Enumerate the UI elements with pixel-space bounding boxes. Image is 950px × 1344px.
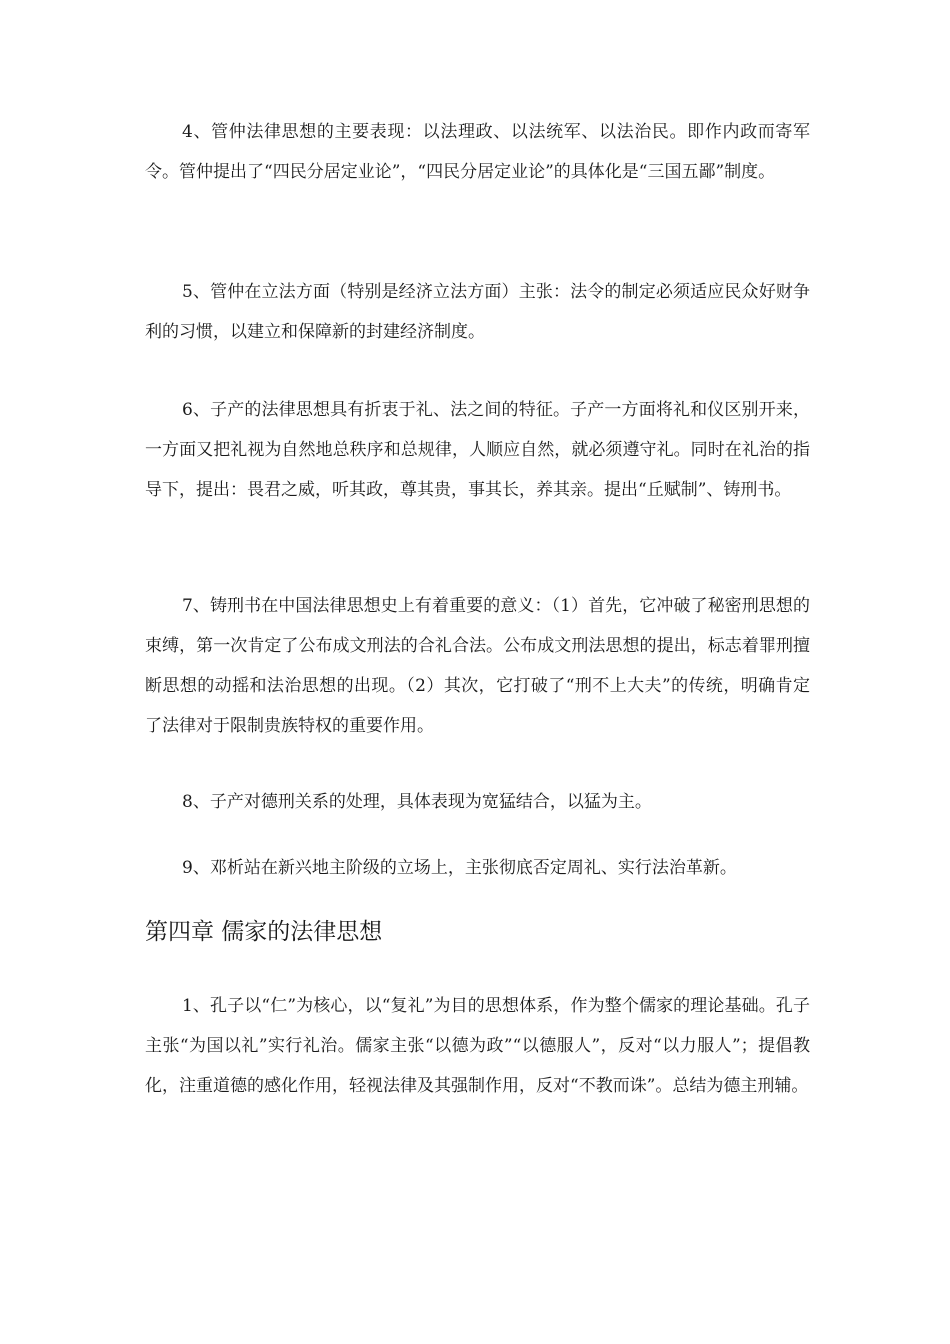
paragraph-6-zi-chan-thought: 6、子产的法律思想具有折衷于礼、法之间的特征。子产一方面将礼和仪区别开来，一方面又把礼视为自然地总秩序和总规律，人顺应自然，就必须遵守礼。同时在礼治的指导下，提出：畏君之威，听其政，尊其贵，事其长，养其亲。提出“丘赋制”、铸刑书。: [145, 400, 810, 500]
paragraph-4-guan-zhong-law: 4、管仲法律思想的主要表现：以法理政、以法统军、以法治民。即作内政而寄军令。管仲提出了“四民分居定业论”，“四民分居定业论”的具体化是“三国五鄙”制度。: [145, 122, 810, 182]
paragraph-5-guan-zhong-legislation: 5、管仲在立法方面（特别是经济立法方面）主张：法令的制定必须适应民众好财争利的习惯，以建立和保障新的封建经济制度。: [145, 282, 810, 342]
paragraph-9-deng-xi: 9、邓析站在新兴地主阶级的立场上，主张彻底否定周礼、实行法治革新。: [182, 858, 737, 878]
paragraph-7-zhu-xing-shu: 7、铸刑书在中国法律思想史上有着重要的意义：（1）首先，它冲破了秘密刑思想的束缚，第一次肯定了公布成文刑法的合礼合法。公布成文刑法思想的提出，标志着罪刑擅断思想的动摇和法治思想的出现。（2）其次，它打破了“刑不上大夫”的传统，明确肯定了法律对于限制贵族特权的重要作用。: [145, 596, 810, 736]
chapter-heading: 第四章 儒家的法律思想: [145, 919, 383, 945]
paragraph-1-confucius: 1、孔子以“仁”为核心，以“复礼”为目的思想体系，作为整个儒家的理论基础。孔子主张“为国以礼”实行礼治。儒家主张“以德为政”“以德服人”，反对“以力服人”；提倡教化，注重道德的感化作用，轻视法律及其强制作用，反对“不教而诛”。总结为德主刑辅。: [145, 996, 810, 1096]
paragraph-8-zi-chan-de-xing: 8、子产对德刑关系的处理，具体表现为宽猛结合，以猛为主。: [182, 792, 652, 812]
